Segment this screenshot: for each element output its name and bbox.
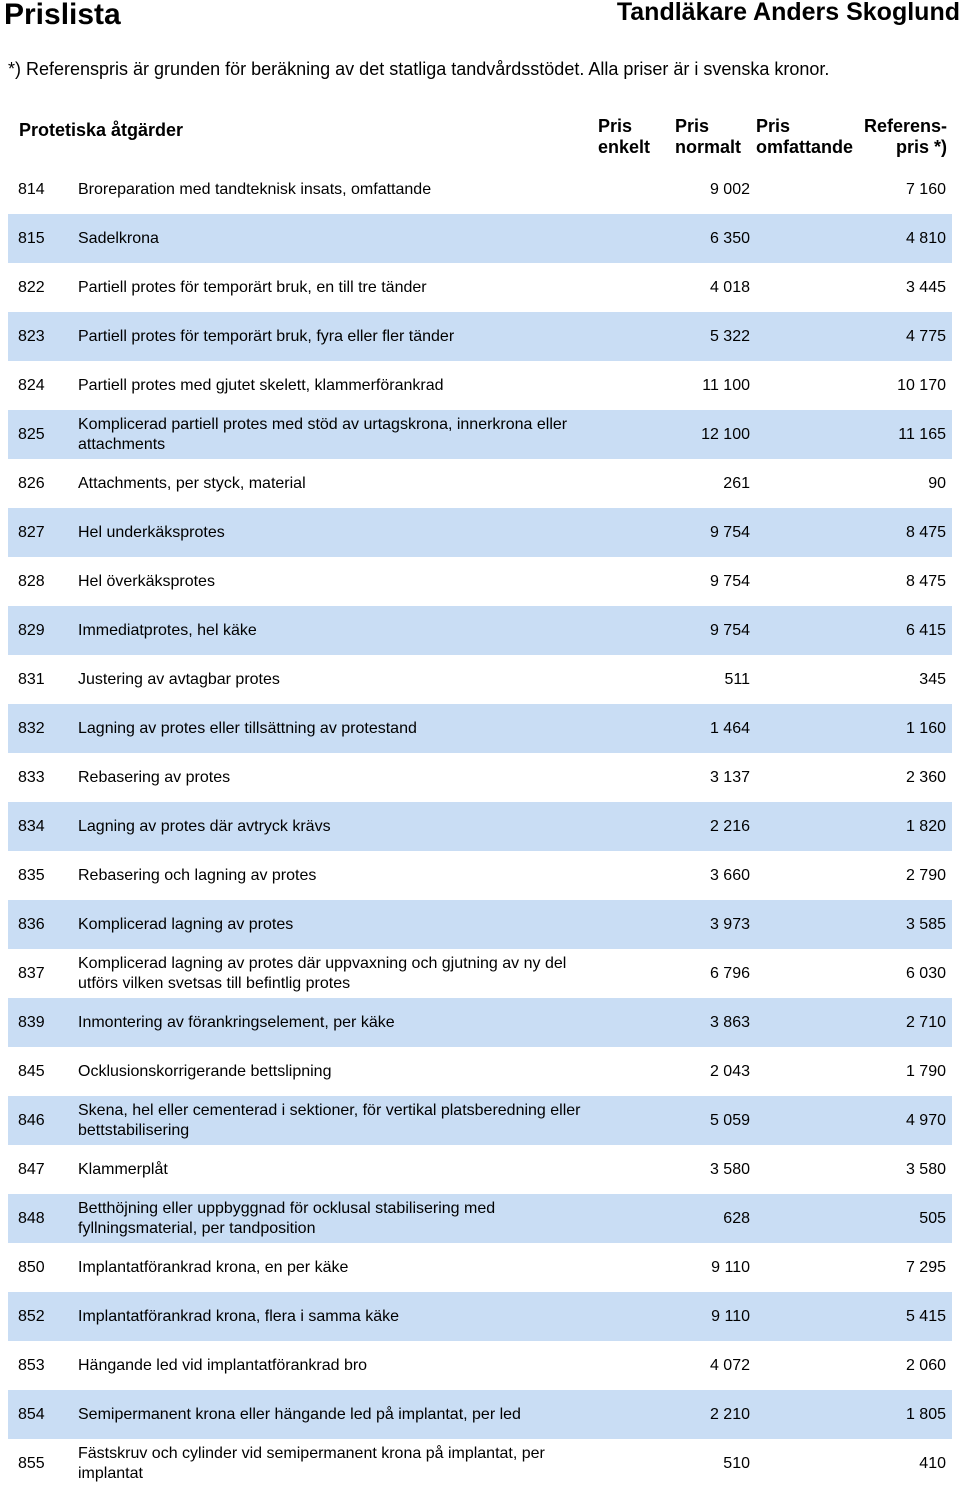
procedure-description: Skena, hel eller cementerad i sektioner, för vertikal platsberedning eller bettstabilisering [78,1101,581,1139]
price-normal: 2 210 [709,1405,750,1423]
price-normal: 2 216 [709,817,750,835]
price-normal: 1 464 [709,719,750,737]
reference-price: 410 [919,1454,946,1472]
header-price-normal [675,116,741,158]
price-normal: 9 754 [709,523,750,541]
price-normal: 510 [723,1454,750,1472]
reference-price: 4 775 [905,327,946,345]
header-reference-price [864,116,947,158]
reference-price-note: *) Referenspris är grunden för beräkning av det statliga tandvårdsstödet. Alla priser är i svenska kronor. [8,59,830,79]
reference-price: 345 [919,670,946,688]
header-price-normal-line2: normalt [675,137,742,157]
price-normal: 12 100 [701,425,750,443]
price-normal: 5 322 [709,327,750,345]
procedure-code: 822 [18,278,45,296]
price-normal: 3 863 [709,1013,750,1031]
price-normal: 4 072 [709,1356,750,1374]
page-title: Prislista [4,0,121,31]
procedure-description: Implantatförankrad krona, flera i samma käke [78,1307,400,1325]
reference-price: 8 475 [905,572,946,590]
header-price-extensive-line1: Pris [756,116,791,136]
price-normal: 3 580 [709,1160,750,1178]
price-normal: 3 660 [709,866,750,884]
price-normal: 261 [723,474,750,492]
table-row [8,508,952,557]
table-row [8,1292,952,1341]
price-normal: 3 137 [709,768,750,786]
table-row [8,1047,952,1096]
table-row [8,1194,952,1243]
reference-price: 7 160 [905,180,946,198]
table-row [8,655,952,704]
procedure-description: Partiell protes med gjutet skelett, klammerförankrad [78,376,444,394]
reference-price: 3 585 [905,915,946,933]
reference-price: 7 295 [905,1258,946,1276]
procedure-code: 832 [18,719,45,737]
procedure-code: 854 [18,1405,45,1423]
price-normal: 11 100 [702,376,750,394]
procedure-code: 837 [18,964,45,982]
price-table [8,165,952,1488]
procedure-code: 814 [18,180,45,198]
procedure-code: 855 [18,1454,45,1472]
reference-price: 3 580 [905,1160,946,1178]
reference-price: 10 170 [897,376,946,394]
header-price-extensive-line2: omfattande [756,137,854,157]
procedure-code: 815 [18,229,45,247]
price-normal: 511 [724,670,750,688]
procedure-description: Komplicerad lagning av protes [78,915,294,933]
procedure-code: 839 [18,1013,45,1031]
procedure-description: Immediatprotes, hel käke [78,621,257,639]
table-row [8,606,952,655]
price-normal: 9 002 [709,180,750,198]
price-normal: 9 110 [711,1307,750,1325]
procedure-description: Partiell protes för temporärt bruk, fyra eller fler tänder [78,327,455,345]
reference-price: 1 160 [905,719,946,737]
procedure-code: 850 [18,1258,45,1276]
procedure-code: 852 [18,1307,45,1325]
procedure-description: Komplicerad partiell protes med stöd av urtagskrona, innerkrona eller attachments [78,415,568,453]
reference-price: 505 [919,1209,946,1227]
procedure-description: Rebasering av protes [78,768,231,786]
procedure-code: 833 [18,768,45,786]
table-row [8,165,952,214]
table-row [8,557,952,606]
procedure-code: 848 [18,1209,45,1227]
table-row [8,214,952,263]
reference-price: 5 415 [905,1307,946,1325]
price-normal: 9 110 [711,1258,750,1276]
table-row [8,998,952,1047]
table-row [8,1096,952,1145]
table-row [8,704,952,753]
price-normal: 9 754 [709,621,750,639]
procedure-description: Implantatförankrad krona, en per käke [78,1258,349,1276]
procedure-description: Fästskruv och cylinder vid semipermanent krona på implantat, per implantat [78,1444,545,1482]
table-row [8,949,952,998]
procedure-description: Lagning av protes där avtryck krävs [78,817,331,835]
procedure-description: Betthöjning eller uppbyggnad för ocklusal stabilisering med fyllningsmaterial, per tandposition [78,1199,496,1237]
procedure-code: 836 [18,915,45,933]
procedure-code: 825 [18,425,45,443]
procedure-description: Justering av avtagbar protes [78,670,280,688]
reference-price: 2 710 [905,1013,946,1031]
reference-price: 6 030 [905,964,946,982]
procedure-description: Broreparation med tandteknisk insats, omfattande [78,180,432,198]
procedure-description: Sadelkrona [78,229,159,247]
reference-price: 1 805 [905,1405,946,1423]
table-row [8,361,952,410]
table-row [8,1439,952,1488]
price-normal: 6 350 [709,229,750,247]
procedure-description: Ocklusionskorrigerande bettslipning [78,1062,332,1080]
header-price-simple [598,116,650,158]
table-row [8,1341,952,1390]
reference-price: 2 360 [905,768,946,786]
procedure-code: 824 [18,376,45,394]
reference-price: 1 820 [905,817,946,835]
section-heading: Protetiska åtgärder [19,120,184,140]
price-normal: 5 059 [709,1111,750,1129]
reference-price: 6 415 [905,621,946,639]
table-row [8,900,952,949]
procedure-code: 853 [18,1356,45,1374]
procedure-description: Lagning av protes eller tillsättning av protestand [78,719,417,737]
procedure-code: 823 [18,327,45,345]
procedure-description: Hel överkäksprotes [78,572,215,590]
column-headers [0,116,960,162]
table-row [8,459,952,508]
table-row [8,802,952,851]
procedure-description: Semipermanent krona eller hängande led på implantat, per led [78,1405,521,1423]
price-normal: 2 043 [709,1062,750,1080]
table-row [8,1390,952,1439]
procedure-description: Inmontering av förankringselement, per käke [78,1013,395,1031]
procedure-description: Klammerplåt [78,1160,168,1178]
procedure-code: 826 [18,474,45,492]
reference-price: 2 060 [905,1356,946,1374]
procedure-code: 827 [18,523,45,541]
header-price-normal-line1: Pris [675,116,710,136]
company-name: Tandläkare Anders Skoglund [616,0,960,26]
table-row [8,312,952,361]
procedure-description: Hängande led vid implantatförankrad bro [78,1356,368,1374]
procedure-description: Partiell protes för temporärt bruk, en till tre tänder [78,278,427,296]
reference-price: 4 970 [905,1111,946,1129]
procedure-code: 834 [18,817,45,835]
reference-price: 8 475 [905,523,946,541]
price-normal: 628 [723,1209,750,1227]
reference-price: 4 810 [905,229,946,247]
header-reference-price-line1: Referens- [863,116,947,136]
table-row [8,410,952,459]
procedure-code: 846 [18,1111,45,1129]
table-row [8,851,952,900]
price-normal: 4 018 [709,278,750,296]
procedure-description: Komplicerad lagning av protes där uppvaxning och gjutning av ny del utförs vilken svetsas till befintlig protes [78,954,567,992]
header-reference-price-line2: pris *) [895,137,947,157]
table-row [8,1243,952,1292]
procedure-description: Attachments, per styck, material [78,474,306,492]
table-row [8,1145,952,1194]
table-row [8,753,952,802]
header-price-extensive [756,116,853,158]
procedure-code: 835 [18,866,45,884]
price-normal: 3 973 [709,915,750,933]
price-normal: 9 754 [709,572,750,590]
procedure-code: 828 [18,572,45,590]
table-row [8,263,952,312]
procedure-code: 845 [18,1062,45,1080]
procedure-code: 847 [18,1160,45,1178]
reference-price: 2 790 [905,866,946,884]
header-price-simple-line1: Pris [598,116,633,136]
reference-price: 3 445 [905,278,946,296]
header-price-simple-line2: enkelt [598,137,651,157]
reference-price: 90 [928,474,946,492]
procedure-description: Hel underkäksprotes [78,523,225,541]
price-normal: 6 796 [709,964,750,982]
procedure-code: 829 [18,621,45,639]
reference-price: 11 165 [898,425,946,443]
reference-price: 1 790 [905,1062,946,1080]
procedure-code: 831 [18,670,45,688]
procedure-description: Rebasering och lagning av protes [78,866,317,884]
